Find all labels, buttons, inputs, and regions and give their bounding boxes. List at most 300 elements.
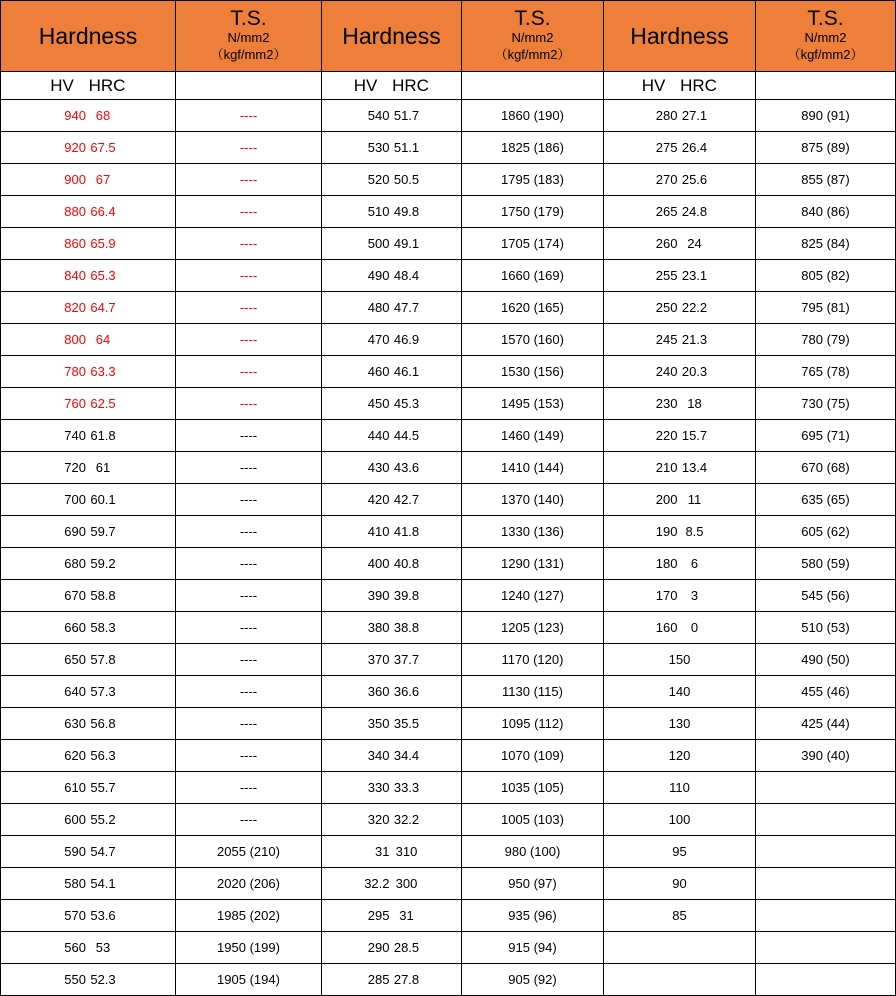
hrc-value: 58.8 bbox=[90, 588, 116, 603]
table-row bbox=[1, 964, 896, 996]
hv-value: 660 bbox=[64, 620, 86, 635]
hv-value: 250 bbox=[655, 300, 678, 315]
hardness-cell bbox=[322, 836, 462, 868]
hardness-cell bbox=[322, 804, 462, 836]
hardness-cell bbox=[604, 452, 756, 484]
hardness-cell bbox=[604, 804, 756, 836]
hardness-cell bbox=[604, 676, 756, 708]
hardness-cell bbox=[604, 132, 756, 164]
hrc-value: 61.8 bbox=[90, 428, 116, 443]
hardness-cell bbox=[604, 260, 756, 292]
hrc-value: 26.4 bbox=[681, 140, 708, 155]
hv-value: 340 bbox=[367, 748, 390, 763]
table-row bbox=[1, 708, 896, 740]
hardness-cell bbox=[1, 452, 176, 484]
hardness-cell bbox=[1, 260, 176, 292]
hv-value: 450 bbox=[367, 396, 390, 411]
hv-value: 200 bbox=[655, 492, 678, 507]
table-row bbox=[1, 836, 896, 868]
hrc-value: 57.3 bbox=[90, 684, 116, 699]
hv-value: 110 bbox=[669, 780, 690, 795]
hrc-value: 37.7 bbox=[393, 652, 420, 667]
hv-value: 470 bbox=[367, 332, 390, 347]
tensile-strength-cell: 1330 (136) bbox=[462, 516, 604, 548]
tensile-strength-cell: 580 (59) bbox=[756, 548, 896, 580]
tensile-strength-cell: ---- bbox=[176, 708, 322, 740]
table-row bbox=[1, 132, 896, 164]
hv-value: 900 bbox=[64, 172, 86, 187]
hardness-cell bbox=[604, 420, 756, 452]
hrc-value: 15.7 bbox=[681, 428, 708, 443]
tensile-strength-cell: 1570 (160) bbox=[462, 324, 604, 356]
hrc-value: 50.5 bbox=[393, 172, 420, 187]
hardness-cell bbox=[604, 164, 756, 196]
hardness-cell bbox=[322, 356, 462, 388]
hv-value: 510 bbox=[367, 204, 390, 219]
hv-value: 255 bbox=[655, 268, 678, 283]
hv-value: 290 bbox=[367, 940, 390, 955]
hardness-label: Hardness bbox=[38, 22, 138, 49]
hv-value: 390 bbox=[367, 588, 390, 603]
table-row bbox=[1, 676, 896, 708]
hardness-cell bbox=[604, 900, 756, 932]
hardness-cell bbox=[322, 900, 462, 932]
ts-label: T.S. bbox=[514, 7, 551, 31]
hardness-cell bbox=[322, 644, 462, 676]
tensile-strength-cell: 455 (46) bbox=[756, 676, 896, 708]
tensile-strength-cell: 1950 (199) bbox=[176, 932, 322, 964]
hv-value: 760 bbox=[64, 396, 86, 411]
hrc-value: 36.6 bbox=[393, 684, 420, 699]
tensile-strength-cell: ---- bbox=[176, 484, 322, 516]
table-row bbox=[1, 196, 896, 228]
hardness-cell bbox=[1, 196, 176, 228]
hv-hrc-subheader-row bbox=[1, 72, 896, 100]
hv-value: 430 bbox=[367, 460, 390, 475]
tensile-strength-cell: 1370 (140) bbox=[462, 484, 604, 516]
hardness-cell bbox=[1, 836, 176, 868]
hardness-cell bbox=[1, 932, 176, 964]
hv-value: 400 bbox=[367, 556, 390, 571]
hv-value: 32.2 bbox=[364, 876, 390, 891]
tensile-strength-cell: ---- bbox=[176, 804, 322, 836]
hardness-cell bbox=[322, 612, 462, 644]
hv-value: 295 bbox=[367, 908, 390, 923]
hrc-value: 62.5 bbox=[90, 396, 116, 411]
hrc-value: 67 bbox=[95, 172, 111, 187]
hv-value: 320 bbox=[367, 812, 390, 827]
hardness-cell bbox=[322, 100, 462, 132]
hardness-cell bbox=[1, 772, 176, 804]
hrc-value: 42.7 bbox=[393, 492, 420, 507]
hv-value: 720 bbox=[64, 460, 86, 475]
hv-value: 350 bbox=[367, 716, 390, 731]
hrc-value: 61 bbox=[95, 460, 111, 475]
tensile-strength-cell: 1095 (112) bbox=[462, 708, 604, 740]
ts-unit: N/mm2 bbox=[227, 30, 270, 46]
hv-value: 650 bbox=[64, 652, 86, 667]
hardness-header-1 bbox=[1, 1, 176, 72]
tensile-strength-cell: 635 (65) bbox=[756, 484, 896, 516]
hardness-cell bbox=[604, 548, 756, 580]
tensile-strength-cell: ---- bbox=[176, 580, 322, 612]
hrc-value: 18 bbox=[687, 396, 702, 411]
hrc-value: 49.8 bbox=[393, 204, 420, 219]
hrc-value: 46.9 bbox=[393, 332, 420, 347]
hardness-cell bbox=[1, 580, 176, 612]
table-row bbox=[1, 260, 896, 292]
hrc-value: 39.8 bbox=[393, 588, 420, 603]
hv-value: 210 bbox=[655, 460, 678, 475]
hv-value: 370 bbox=[367, 652, 390, 667]
tensile-strength-cell: ---- bbox=[176, 740, 322, 772]
hardness-cell bbox=[604, 484, 756, 516]
hardness-cell bbox=[604, 612, 756, 644]
table-row bbox=[1, 548, 896, 580]
hrc-value: 44.5 bbox=[393, 428, 420, 443]
hardness-cell bbox=[322, 676, 462, 708]
hv-value: 270 bbox=[655, 172, 678, 187]
tensile-strength-cell: ---- bbox=[176, 516, 322, 548]
tensile-strength-cell: ---- bbox=[176, 196, 322, 228]
ts-unit: N/mm2 bbox=[511, 30, 554, 46]
hrc-value: 41.8 bbox=[393, 524, 420, 539]
tensile-strength-cell: ---- bbox=[176, 772, 322, 804]
hv-value: 100 bbox=[668, 812, 691, 827]
hrc-value: 58.3 bbox=[90, 620, 116, 635]
hrc-value: 21.3 bbox=[681, 332, 708, 347]
hardness-cell bbox=[604, 932, 756, 964]
hardness-cell bbox=[1, 900, 176, 932]
hardness-cell bbox=[1, 676, 176, 708]
hv-value: 500 bbox=[367, 236, 390, 251]
hrc-value: 20.3 bbox=[681, 364, 708, 379]
hardness-cell bbox=[322, 868, 462, 900]
tensile-strength-cell: ---- bbox=[176, 356, 322, 388]
tensile-strength-cell: 1070 (109) bbox=[462, 740, 604, 772]
hrc-value: 31 bbox=[399, 908, 414, 923]
hv-hrc-subheader-3 bbox=[604, 72, 756, 100]
hrc-value: 300 bbox=[395, 876, 418, 891]
hrc-value: 11 bbox=[687, 492, 702, 507]
tensile-strength-cell bbox=[756, 900, 896, 932]
hv-label: HV bbox=[50, 75, 74, 95]
hardness-cell bbox=[1, 964, 176, 996]
tensile-strength-cell: 1905 (194) bbox=[176, 964, 322, 996]
hv-value: 31 bbox=[375, 844, 390, 859]
hrc-value: 51.7 bbox=[393, 108, 420, 123]
tensile-strength-cell bbox=[756, 868, 896, 900]
hv-value: 560 bbox=[64, 940, 86, 955]
tensile-strength-cell: ---- bbox=[176, 324, 322, 356]
tensile-strength-cell bbox=[756, 964, 896, 996]
hardness-cell bbox=[604, 868, 756, 900]
hardness-cell bbox=[604, 740, 756, 772]
hv-value: 120 bbox=[668, 748, 691, 763]
hv-value: 130 bbox=[668, 716, 691, 731]
hv-value: 550 bbox=[64, 972, 86, 987]
ts-header-2 bbox=[462, 1, 604, 72]
hrc-label: HRC bbox=[392, 75, 429, 95]
tensile-strength-cell: 1170 (120) bbox=[462, 644, 604, 676]
tensile-strength-cell: ---- bbox=[176, 292, 322, 324]
table-body bbox=[1, 1, 896, 996]
tensile-strength-cell: 425 (44) bbox=[756, 708, 896, 740]
tensile-strength-cell: 1495 (153) bbox=[462, 388, 604, 420]
hrc-label: HRC bbox=[680, 75, 717, 95]
hardness-cell bbox=[604, 644, 756, 676]
hardness-cell bbox=[1, 388, 176, 420]
hardness-cell bbox=[322, 708, 462, 740]
ts-label: T.S. bbox=[230, 7, 267, 31]
hrc-value: 56.3 bbox=[90, 748, 116, 763]
hardness-cell bbox=[1, 292, 176, 324]
hv-value: 480 bbox=[367, 300, 390, 315]
table-row bbox=[1, 804, 896, 836]
hrc-value: 45.3 bbox=[393, 396, 420, 411]
hv-label: HV bbox=[641, 75, 666, 95]
hardness-cell bbox=[604, 228, 756, 260]
hardness-cell bbox=[604, 196, 756, 228]
table-row bbox=[1, 292, 896, 324]
tensile-strength-cell: 780 (79) bbox=[756, 324, 896, 356]
tensile-strength-cell: ---- bbox=[176, 612, 322, 644]
hv-value: 265 bbox=[655, 204, 678, 219]
hrc-value: 40.8 bbox=[393, 556, 420, 571]
tensile-strength-cell: ---- bbox=[176, 548, 322, 580]
hardness-cell bbox=[604, 772, 756, 804]
hardness-cell bbox=[322, 260, 462, 292]
hardness-cell bbox=[322, 580, 462, 612]
tensile-strength-cell: 670 (68) bbox=[756, 452, 896, 484]
hv-value: 590 bbox=[64, 844, 86, 859]
table-row bbox=[1, 420, 896, 452]
hrc-value: 6 bbox=[690, 556, 699, 571]
hardness-cell bbox=[322, 932, 462, 964]
hv-value: 230 bbox=[655, 396, 678, 411]
hv-value: 330 bbox=[367, 780, 390, 795]
hardness-cell bbox=[322, 772, 462, 804]
hardness-cell bbox=[604, 580, 756, 612]
tensile-strength-cell bbox=[756, 804, 896, 836]
hv-value: 600 bbox=[64, 812, 86, 827]
hrc-value: 43.6 bbox=[393, 460, 420, 475]
hardness-cell bbox=[322, 484, 462, 516]
hrc-value: 34.4 bbox=[393, 748, 420, 763]
hardness-cell bbox=[1, 708, 176, 740]
hv-value: 540 bbox=[367, 108, 390, 123]
ts-header-1 bbox=[176, 1, 322, 72]
ts-unit: N/mm2 bbox=[804, 30, 847, 46]
hrc-value: 22.2 bbox=[681, 300, 708, 315]
tensile-strength-cell: 855 (87) bbox=[756, 164, 896, 196]
hrc-value: 3 bbox=[690, 588, 699, 603]
tensile-strength-cell: 1240 (127) bbox=[462, 580, 604, 612]
hv-value: 940 bbox=[64, 108, 86, 123]
tensile-strength-cell: 825 (84) bbox=[756, 228, 896, 260]
tensile-strength-cell bbox=[756, 772, 896, 804]
hv-value: 95 bbox=[672, 844, 687, 859]
hv-value: 490 bbox=[367, 268, 390, 283]
hv-value: 420 bbox=[367, 492, 390, 507]
table-row bbox=[1, 740, 896, 772]
hrc-value: 13.4 bbox=[681, 460, 708, 475]
hrc-value: 52.3 bbox=[90, 972, 116, 987]
hrc-value: 0 bbox=[690, 620, 699, 635]
hrc-value: 64 bbox=[95, 332, 111, 347]
table-row bbox=[1, 324, 896, 356]
hrc-value: 65.9 bbox=[90, 236, 116, 251]
hardness-cell bbox=[604, 964, 756, 996]
ts-label: T.S. bbox=[807, 7, 844, 31]
hv-value: 780 bbox=[64, 364, 86, 379]
hardness-cell bbox=[1, 164, 176, 196]
hardness-cell bbox=[1, 740, 176, 772]
tensile-strength-cell: 1290 (131) bbox=[462, 548, 604, 580]
hv-value: 740 bbox=[64, 428, 86, 443]
hv-hrc-subheader-2 bbox=[322, 72, 462, 100]
hardness-header-3 bbox=[604, 1, 756, 72]
hardness-cell bbox=[604, 836, 756, 868]
hv-value: 245 bbox=[655, 332, 678, 347]
hv-value: 860 bbox=[64, 236, 86, 251]
hrc-value: 54.7 bbox=[90, 844, 116, 859]
hv-value: 90 bbox=[672, 876, 687, 891]
hardness-cell bbox=[322, 228, 462, 260]
tensile-strength-cell: ---- bbox=[176, 452, 322, 484]
hrc-value: 59.2 bbox=[90, 556, 116, 571]
hrc-value: 65.3 bbox=[90, 268, 116, 283]
tensile-strength-cell: ---- bbox=[176, 388, 322, 420]
table-row bbox=[1, 580, 896, 612]
hv-value: 690 bbox=[64, 524, 86, 539]
ts-unit-alt: （kgf/mm2） bbox=[210, 47, 287, 63]
tensile-strength-cell: 875 (89) bbox=[756, 132, 896, 164]
hrc-value: 35.5 bbox=[393, 716, 420, 731]
tensile-strength-cell: 1410 (144) bbox=[462, 452, 604, 484]
table-row bbox=[1, 612, 896, 644]
hardness-cell bbox=[604, 100, 756, 132]
hv-value: 840 bbox=[64, 268, 86, 283]
hrc-value: 55.2 bbox=[90, 812, 116, 827]
hv-value: 150 bbox=[668, 652, 691, 667]
tensile-strength-cell: 1035 (105) bbox=[462, 772, 604, 804]
hv-value: 380 bbox=[367, 620, 390, 635]
table-row bbox=[1, 356, 896, 388]
hrc-value: 63.3 bbox=[90, 364, 116, 379]
table-row bbox=[1, 772, 896, 804]
ts-header-3 bbox=[756, 1, 896, 72]
hv-value: 410 bbox=[367, 524, 390, 539]
hv-value: 640 bbox=[64, 684, 86, 699]
table-row bbox=[1, 644, 896, 676]
tensile-strength-cell: ---- bbox=[176, 676, 322, 708]
tensile-strength-cell: 805 (82) bbox=[756, 260, 896, 292]
hv-value: 630 bbox=[64, 716, 86, 731]
tensile-strength-cell: 905 (92) bbox=[462, 964, 604, 996]
hv-value: 920 bbox=[64, 140, 86, 155]
ts-subheader-1 bbox=[176, 72, 322, 100]
tensile-strength-cell: 1705 (174) bbox=[462, 228, 604, 260]
tensile-strength-cell: 1825 (186) bbox=[462, 132, 604, 164]
hv-value: 820 bbox=[64, 300, 86, 315]
tensile-strength-cell: 490 (50) bbox=[756, 644, 896, 676]
tensile-strength-cell: 765 (78) bbox=[756, 356, 896, 388]
hardness-cell bbox=[604, 356, 756, 388]
hv-value: 190 bbox=[655, 524, 678, 539]
hrc-value: 24 bbox=[687, 236, 702, 251]
hv-value: 570 bbox=[64, 908, 86, 923]
hv-value: 520 bbox=[367, 172, 390, 187]
hrc-value: 55.7 bbox=[90, 780, 116, 795]
header-row bbox=[1, 1, 896, 72]
hrc-value: 24.8 bbox=[681, 204, 708, 219]
hv-value: 85 bbox=[672, 908, 687, 923]
tensile-strength-cell: 510 (53) bbox=[756, 612, 896, 644]
hardness-cell bbox=[1, 100, 176, 132]
hrc-value: 56.8 bbox=[90, 716, 116, 731]
tensile-strength-cell: ---- bbox=[176, 228, 322, 260]
hrc-value: 27.8 bbox=[393, 972, 420, 987]
tensile-strength-cell: 890 (91) bbox=[756, 100, 896, 132]
table-row bbox=[1, 868, 896, 900]
tensile-strength-cell: 695 (71) bbox=[756, 420, 896, 452]
hardness-cell bbox=[1, 804, 176, 836]
tensile-strength-cell: 950 (97) bbox=[462, 868, 604, 900]
tensile-strength-cell: 605 (62) bbox=[756, 516, 896, 548]
hardness-cell bbox=[322, 164, 462, 196]
hrc-value: 67.5 bbox=[90, 140, 116, 155]
hrc-value: 53 bbox=[95, 940, 111, 955]
hardness-cell bbox=[1, 516, 176, 548]
hrc-value: 25.6 bbox=[681, 172, 708, 187]
tensile-strength-cell: ---- bbox=[176, 100, 322, 132]
tensile-strength-cell: 2055 (210) bbox=[176, 836, 322, 868]
hrc-value: 60.1 bbox=[90, 492, 116, 507]
tensile-strength-cell: 935 (96) bbox=[462, 900, 604, 932]
hv-value: 275 bbox=[655, 140, 678, 155]
hrc-value: 8.5 bbox=[685, 524, 704, 539]
tensile-strength-cell: 2020 (206) bbox=[176, 868, 322, 900]
hrc-value: 68 bbox=[95, 108, 111, 123]
hv-value: 700 bbox=[64, 492, 86, 507]
tensile-strength-cell: 1860 (190) bbox=[462, 100, 604, 132]
table-row bbox=[1, 932, 896, 964]
hardness-cell bbox=[322, 292, 462, 324]
tensile-strength-cell: 1795 (183) bbox=[462, 164, 604, 196]
hardness-cell bbox=[322, 388, 462, 420]
hrc-value: 47.7 bbox=[393, 300, 420, 315]
hardness-cell bbox=[322, 516, 462, 548]
hv-value: 260 bbox=[655, 236, 678, 251]
ts-unit-alt: （kgf/mm2） bbox=[494, 47, 571, 63]
tensile-strength-cell bbox=[756, 932, 896, 964]
hardness-cell bbox=[1, 420, 176, 452]
hv-value: 610 bbox=[64, 780, 86, 795]
hrc-value: 46.1 bbox=[393, 364, 420, 379]
table-row bbox=[1, 452, 896, 484]
hardness-cell bbox=[1, 132, 176, 164]
tensile-strength-cell: 1460 (149) bbox=[462, 420, 604, 452]
hv-value: 180 bbox=[655, 556, 678, 571]
hv-value: 440 bbox=[367, 428, 390, 443]
hv-value: 680 bbox=[64, 556, 86, 571]
hrc-value: 23.1 bbox=[681, 268, 708, 283]
hrc-value: 57.8 bbox=[90, 652, 116, 667]
hardness-cell bbox=[604, 708, 756, 740]
hrc-value: 48.4 bbox=[393, 268, 420, 283]
hv-value: 530 bbox=[367, 140, 390, 155]
